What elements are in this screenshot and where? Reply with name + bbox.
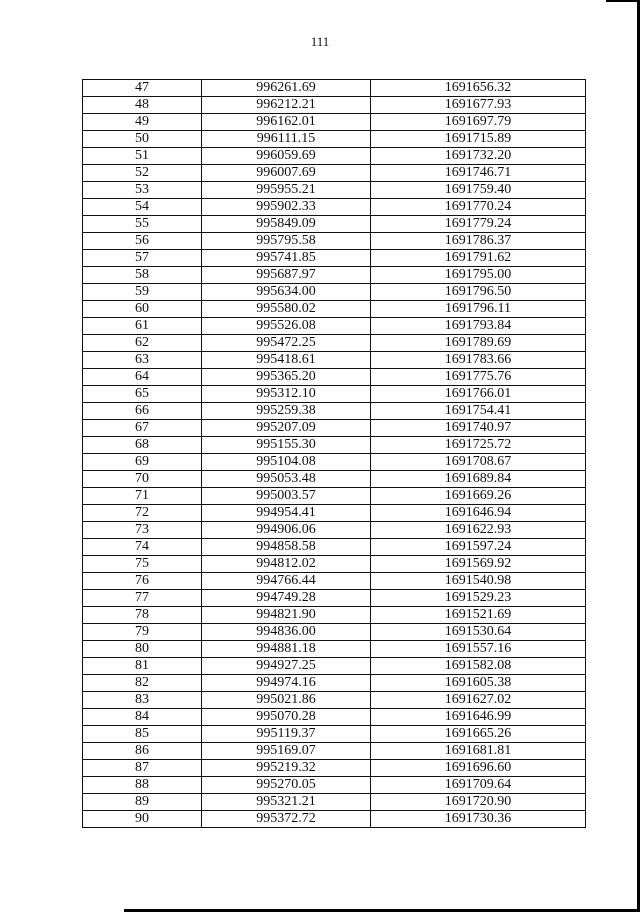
y-coordinate-cell: 1691665.26 [371, 726, 586, 743]
table-row [83, 335, 586, 352]
y-coordinate-cell: 1691681.81 [371, 743, 586, 760]
point-number-cell: 72 [83, 505, 202, 522]
table-row [83, 760, 586, 777]
table-row [83, 488, 586, 505]
y-coordinate-cell: 1691740.97 [371, 420, 586, 437]
table-row [83, 80, 586, 97]
point-number-cell: 69 [83, 454, 202, 471]
y-coordinate-cell: 1691791.62 [371, 250, 586, 267]
table-row [83, 386, 586, 403]
x-coordinate-cell: 994927.25 [202, 658, 371, 675]
table-row [83, 811, 586, 828]
x-coordinate-cell: 994954.41 [202, 505, 371, 522]
y-coordinate-cell: 1691775.76 [371, 369, 586, 386]
coordinate-table-body [83, 80, 586, 828]
x-coordinate-cell: 995259.38 [202, 403, 371, 420]
point-number-cell: 65 [83, 386, 202, 403]
table-row [83, 148, 586, 165]
point-number-cell: 59 [83, 284, 202, 301]
x-coordinate-cell: 995207.09 [202, 420, 371, 437]
x-coordinate-cell: 995070.28 [202, 709, 371, 726]
point-number-cell: 58 [83, 267, 202, 284]
table-row [83, 726, 586, 743]
x-coordinate-cell: 995902.33 [202, 199, 371, 216]
x-coordinate-cell: 994836.00 [202, 624, 371, 641]
x-coordinate-cell: 996007.69 [202, 165, 371, 182]
table-row [83, 131, 586, 148]
y-coordinate-cell: 1691746.71 [371, 165, 586, 182]
y-coordinate-cell: 1691720.90 [371, 794, 586, 811]
x-coordinate-cell: 996111.15 [202, 131, 371, 148]
table-row [83, 233, 586, 250]
point-number-cell: 47 [83, 80, 202, 97]
x-coordinate-cell: 995321.21 [202, 794, 371, 811]
point-number-cell: 48 [83, 97, 202, 114]
table-row [83, 284, 586, 301]
x-coordinate-cell: 994812.02 [202, 556, 371, 573]
point-number-cell: 67 [83, 420, 202, 437]
y-coordinate-cell: 1691656.32 [371, 80, 586, 97]
x-coordinate-cell: 995849.09 [202, 216, 371, 233]
table-row [83, 556, 586, 573]
x-coordinate-cell: 995021.86 [202, 692, 371, 709]
point-number-cell: 64 [83, 369, 202, 386]
table-row [83, 794, 586, 811]
point-number-cell: 60 [83, 301, 202, 318]
point-number-cell: 63 [83, 352, 202, 369]
point-number-cell: 80 [83, 641, 202, 658]
y-coordinate-cell: 1691715.89 [371, 131, 586, 148]
point-number-cell: 68 [83, 437, 202, 454]
table-row [83, 573, 586, 590]
point-number-cell: 78 [83, 607, 202, 624]
x-coordinate-cell: 994821.90 [202, 607, 371, 624]
x-coordinate-cell: 995169.07 [202, 743, 371, 760]
y-coordinate-cell: 1691796.11 [371, 301, 586, 318]
table-row [83, 743, 586, 760]
x-coordinate-cell: 996212.21 [202, 97, 371, 114]
y-coordinate-cell: 1691759.40 [371, 182, 586, 199]
y-coordinate-cell: 1691730.36 [371, 811, 586, 828]
x-coordinate-cell: 994906.06 [202, 522, 371, 539]
y-coordinate-cell: 1691557.16 [371, 641, 586, 658]
x-coordinate-cell: 994881.18 [202, 641, 371, 658]
y-coordinate-cell: 1691770.24 [371, 199, 586, 216]
y-coordinate-cell: 1691786.37 [371, 233, 586, 250]
table-row [83, 369, 586, 386]
y-coordinate-cell: 1691793.84 [371, 318, 586, 335]
table-row [83, 624, 586, 641]
point-number-cell: 75 [83, 556, 202, 573]
table-row [83, 420, 586, 437]
y-coordinate-cell: 1691622.93 [371, 522, 586, 539]
table-row [83, 454, 586, 471]
y-coordinate-cell: 1691582.08 [371, 658, 586, 675]
x-coordinate-cell: 995053.48 [202, 471, 371, 488]
point-number-cell: 90 [83, 811, 202, 828]
table-row [83, 709, 586, 726]
x-coordinate-cell: 995219.32 [202, 760, 371, 777]
x-coordinate-cell: 994766.44 [202, 573, 371, 590]
table-row [83, 352, 586, 369]
table-row [83, 165, 586, 182]
point-number-cell: 49 [83, 114, 202, 131]
point-number-cell: 87 [83, 760, 202, 777]
x-coordinate-cell: 994858.58 [202, 539, 371, 556]
point-number-cell: 74 [83, 539, 202, 556]
point-number-cell: 52 [83, 165, 202, 182]
x-coordinate-cell: 995741.85 [202, 250, 371, 267]
x-coordinate-cell: 994749.28 [202, 590, 371, 607]
y-coordinate-cell: 1691597.24 [371, 539, 586, 556]
table-row [83, 216, 586, 233]
point-number-cell: 71 [83, 488, 202, 505]
point-number-cell: 81 [83, 658, 202, 675]
y-coordinate-cell: 1691725.72 [371, 437, 586, 454]
table-row [83, 505, 586, 522]
table-row [83, 692, 586, 709]
x-coordinate-cell: 995119.37 [202, 726, 371, 743]
y-coordinate-cell: 1691677.93 [371, 97, 586, 114]
table-row [83, 97, 586, 114]
y-coordinate-cell: 1691697.79 [371, 114, 586, 131]
table-row [83, 607, 586, 624]
x-coordinate-cell: 995472.25 [202, 335, 371, 352]
table-row [83, 403, 586, 420]
table-row [83, 471, 586, 488]
point-number-cell: 55 [83, 216, 202, 233]
table-row [83, 539, 586, 556]
y-coordinate-cell: 1691754.41 [371, 403, 586, 420]
y-coordinate-cell: 1691709.64 [371, 777, 586, 794]
y-coordinate-cell: 1691530.64 [371, 624, 586, 641]
x-coordinate-cell: 995365.20 [202, 369, 371, 386]
y-coordinate-cell: 1691732.20 [371, 148, 586, 165]
y-coordinate-cell: 1691669.26 [371, 488, 586, 505]
x-coordinate-cell: 995155.30 [202, 437, 371, 454]
x-coordinate-cell: 995372.72 [202, 811, 371, 828]
point-number-cell: 76 [83, 573, 202, 590]
x-coordinate-cell: 995580.02 [202, 301, 371, 318]
y-coordinate-cell: 1691779.24 [371, 216, 586, 233]
scan-border-top [606, 0, 640, 2]
point-number-cell: 56 [83, 233, 202, 250]
y-coordinate-cell: 1691521.69 [371, 607, 586, 624]
point-number-cell: 50 [83, 131, 202, 148]
point-number-cell: 54 [83, 199, 202, 216]
coordinate-table [82, 79, 586, 828]
y-coordinate-cell: 1691605.38 [371, 675, 586, 692]
table-row [83, 318, 586, 335]
table-row [83, 199, 586, 216]
y-coordinate-cell: 1691796.50 [371, 284, 586, 301]
table-row [83, 301, 586, 318]
table-row [83, 675, 586, 692]
x-coordinate-cell: 995312.10 [202, 386, 371, 403]
x-coordinate-cell: 996059.69 [202, 148, 371, 165]
table-row [83, 182, 586, 199]
y-coordinate-cell: 1691708.67 [371, 454, 586, 471]
y-coordinate-cell: 1691795.00 [371, 267, 586, 284]
point-number-cell: 89 [83, 794, 202, 811]
y-coordinate-cell: 1691569.92 [371, 556, 586, 573]
y-coordinate-cell: 1691766.01 [371, 386, 586, 403]
y-coordinate-cell: 1691783.66 [371, 352, 586, 369]
x-coordinate-cell: 995526.08 [202, 318, 371, 335]
point-number-cell: 73 [83, 522, 202, 539]
point-number-cell: 85 [83, 726, 202, 743]
x-coordinate-cell: 995418.61 [202, 352, 371, 369]
point-number-cell: 70 [83, 471, 202, 488]
point-number-cell: 84 [83, 709, 202, 726]
x-coordinate-cell: 995955.21 [202, 182, 371, 199]
x-coordinate-cell: 995104.08 [202, 454, 371, 471]
y-coordinate-cell: 1691529.23 [371, 590, 586, 607]
point-number-cell: 53 [83, 182, 202, 199]
y-coordinate-cell: 1691789.69 [371, 335, 586, 352]
table-row [83, 250, 586, 267]
x-coordinate-cell: 994974.16 [202, 675, 371, 692]
point-number-cell: 62 [83, 335, 202, 352]
x-coordinate-cell: 996261.69 [202, 80, 371, 97]
table-row [83, 777, 586, 794]
point-number-cell: 57 [83, 250, 202, 267]
y-coordinate-cell: 1691627.02 [371, 692, 586, 709]
point-number-cell: 86 [83, 743, 202, 760]
y-coordinate-cell: 1691540.98 [371, 573, 586, 590]
y-coordinate-cell: 1691689.84 [371, 471, 586, 488]
point-number-cell: 77 [83, 590, 202, 607]
table-row [83, 437, 586, 454]
point-number-cell: 61 [83, 318, 202, 335]
y-coordinate-cell: 1691646.94 [371, 505, 586, 522]
point-number-cell: 83 [83, 692, 202, 709]
page-number: 111 [310, 34, 330, 49]
x-coordinate-cell: 995003.57 [202, 488, 371, 505]
table-row [83, 590, 586, 607]
point-number-cell: 51 [83, 148, 202, 165]
point-number-cell: 88 [83, 777, 202, 794]
x-coordinate-cell: 995795.58 [202, 233, 371, 250]
point-number-cell: 66 [83, 403, 202, 420]
table-row [83, 522, 586, 539]
y-coordinate-cell: 1691696.60 [371, 760, 586, 777]
point-number-cell: 79 [83, 624, 202, 641]
table-row [83, 641, 586, 658]
table-row [83, 267, 586, 284]
point-number-cell: 82 [83, 675, 202, 692]
x-coordinate-cell: 995634.00 [202, 284, 371, 301]
x-coordinate-cell: 996162.01 [202, 114, 371, 131]
table-row [83, 658, 586, 675]
y-coordinate-cell: 1691646.99 [371, 709, 586, 726]
table-row [83, 114, 586, 131]
x-coordinate-cell: 995687.97 [202, 267, 371, 284]
x-coordinate-cell: 995270.05 [202, 777, 371, 794]
